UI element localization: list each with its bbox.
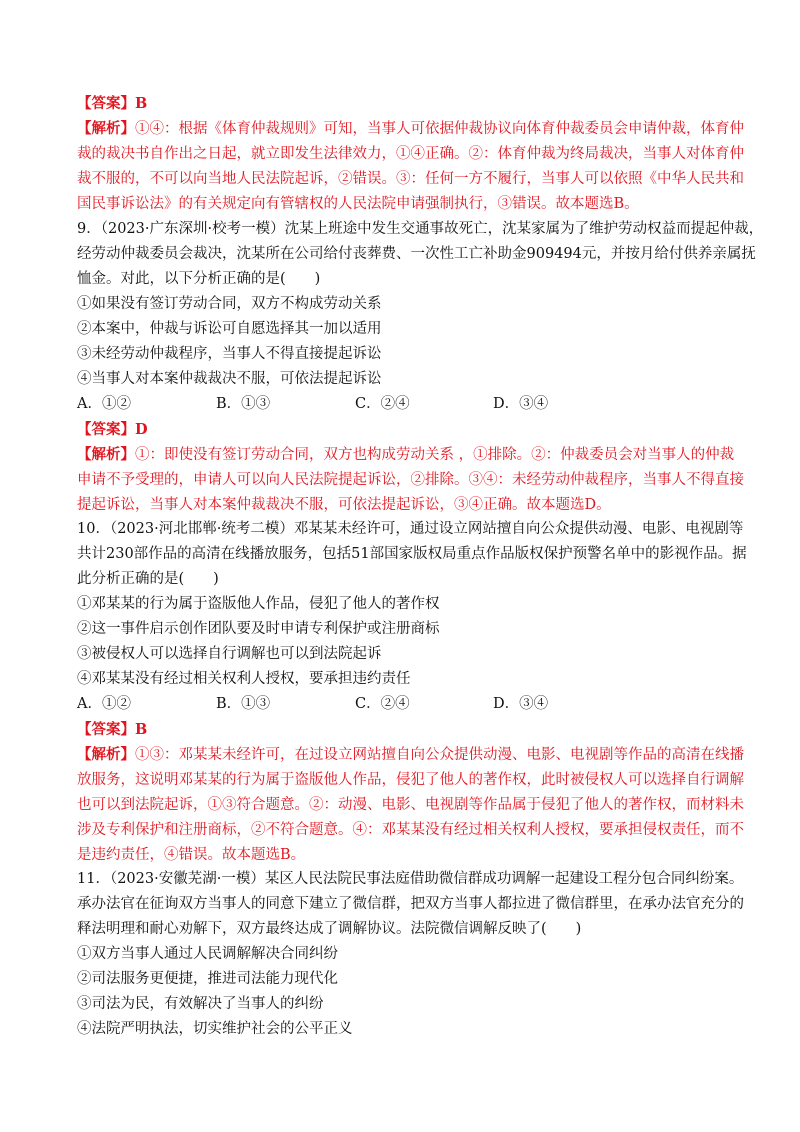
q8-analysis-line: 国民事诉讼法》的有关规定向有管辖权的人民法院申请强制执行，③错误。故本题选B。: [77, 196, 639, 212]
question-source: （2023·安徽芜湖·一模）: [109, 871, 265, 887]
q10-statement: ④邓某某没有经过相关权利人授权，要承担违约责任: [77, 671, 411, 687]
option-c[interactable]: C．②④: [355, 696, 410, 712]
option-a[interactable]: A．①②: [77, 396, 131, 412]
q11-stem-line: [77, 867, 744, 892]
question-number: 10．: [77, 521, 110, 537]
q9-analysis-line: [77, 442, 735, 468]
option-b[interactable]: B．①③: [216, 696, 271, 712]
q9-analysis-line: 申请不予受理的，申请人可以向人民法院提起诉讼，②排除。③④：未经劳动仲裁程序，当事人不得直接: [77, 472, 744, 488]
question-10: [77, 517, 747, 692]
q10-analysis-line: 放服务，这说明邓某某的行为属于盗版他人作品，侵犯了他人的著作权，此时被侵权人可以选择自行调解: [77, 772, 744, 788]
analysis-text: ①：即使没有签订劳动合同，双方也构成劳动关系 ，①排除。②：仲裁委员会对当事人的仲裁: [135, 447, 735, 463]
option-d[interactable]: D．③④: [493, 696, 549, 712]
q10-stem-line: 此分析正确的是( ): [77, 571, 219, 587]
q11-stem-line: 承办法官在征询双方当事人的同意下建立了微信群，把双方当事人都拉进了微信群里，在承办法官充分的: [77, 896, 744, 912]
q10-analysis-line: 也可以到法院起诉，①③符合题意。②：动漫、电影、电视剧等作品属于侵犯了他人的著作权，而材料未: [77, 797, 744, 813]
stem-text: 邓某某未经许可，通过设立网站擅自向公众提供动漫、电影、电视剧等: [293, 521, 744, 537]
question-number: 9．: [77, 221, 101, 237]
q8-analysis-line: 裁不服的，不可以向当地人民法院起诉，②错误。③：任何一方不履行，当事人可以依照《中华人民共和: [77, 171, 744, 187]
q11-statement: ②司法服务更便捷，推进司法能力现代化: [77, 971, 338, 987]
q8-analysis-line: 裁的裁决书自作出之日起，就立即发生法律效力，①④正确。②：体育仲裁为终局裁决，当事人对体育仲: [77, 146, 744, 162]
q9-statement: ④当事人对本案仲裁裁决不服，可依法提起诉讼: [77, 371, 382, 387]
q8-analysis-line: [77, 116, 744, 142]
analysis-text: ①③：邓某某未经许可，在过设立网站擅自向公众提供动漫、电影、电视剧等作品的高清在线播: [135, 747, 744, 763]
q10-analysis-line: [77, 742, 744, 768]
q11-stem-line: 释法明理和耐心劝解下，双方最终达成了调解协议。法院微信调解反映了( ): [77, 921, 582, 937]
question-source: （2023·河北邯郸·统考二模）: [109, 521, 294, 537]
option-c[interactable]: C．②④: [355, 396, 410, 412]
q9-options: [77, 392, 725, 417]
question-9: [77, 217, 764, 392]
q9-stem-line: 恤金。对此，以下分析正确的是( ): [77, 271, 321, 287]
answer-value: B: [135, 95, 148, 112]
question-source: （2023·广东深圳·校考一模）: [100, 221, 285, 237]
q9-answer-analysis: [77, 417, 744, 518]
analysis-label: 【解析】: [77, 446, 135, 463]
q10-analysis-line: 涉及专利保护和注册商标，②不符合题意。④：邓某某没有经过相关权利人授权，要承担侵权责任，而不: [77, 822, 744, 838]
q9-statement: ①如果没有签订劳动合同，双方不构成劳动关系: [77, 296, 382, 312]
q10-stem-line: [77, 517, 744, 542]
q10-analysis-line: 是违约责任，④错误。故本题选B。: [77, 847, 306, 863]
q10-statement: ②这一事件启示创作团队要及时申请专利保护或注册商标: [77, 621, 440, 637]
q10-options: [77, 692, 725, 717]
analysis-label: 【解析】: [77, 746, 135, 763]
q9-stem-line: [77, 217, 764, 242]
answer-value: B: [135, 721, 148, 738]
answer-label: 【答案】: [77, 421, 135, 438]
answer-label: 【答案】: [77, 721, 135, 738]
q11-statement: ④法院严明执法，切实维护社会的公平正义: [77, 1021, 353, 1037]
q11-statement: ③司法为民，有效解决了当事人的纠纷: [77, 996, 324, 1012]
option-d[interactable]: D．③④: [493, 396, 549, 412]
q8-answer-analysis: [77, 91, 744, 217]
analysis-text: ①④：根据《体育仲裁规则》可知，当事人可依据仲裁协议向体育仲裁委员会申请仲裁，体育仲: [135, 121, 744, 137]
q9-statement: ②本案中，仲裁与诉讼可自愿选择其一加以适用: [77, 321, 382, 337]
option-a[interactable]: A．①②: [77, 696, 131, 712]
question-11: [77, 867, 744, 1042]
option-b[interactable]: B．①③: [216, 396, 271, 412]
q10-stem-line: 共计230部作品的高清在线播放服务，包括51部国家版权局重点作品版权保护预警名单中的影视作品。据: [77, 546, 747, 562]
answer-label: 【答案】: [77, 95, 135, 112]
q9-answer: [77, 417, 725, 442]
analysis-label: 【解析】: [77, 120, 135, 137]
answer-value: D: [135, 421, 148, 438]
q11-statement: ①双方当事人通过人民调解解决合同纠纷: [77, 946, 338, 962]
q10-statement: ①邓某某的行为属于盗版他人作品，侵犯了他人的著作权: [77, 596, 440, 612]
stem-text: 沈某上班途中发生交通事故死亡，沈某家属为了维护劳动权益而提起仲裁，: [284, 221, 764, 237]
q9-statement: ③未经劳动仲裁程序，当事人不得直接提起诉讼: [77, 346, 382, 362]
question-number: 11．: [77, 871, 110, 887]
q9-analysis-line: 提起诉讼，当事人对本案仲裁裁决不服，可依法提起诉讼，③④正确。故本题选D。: [77, 497, 611, 513]
stem-text: 某区人民法院民事法庭借助微信群成功调解一起建设工程分包合同纠纷案。: [264, 871, 744, 887]
q10-answer: [77, 717, 725, 742]
q9-stem-line: 经劳动仲裁委员会裁决，沈某所在公司给付丧葬费、一次性工亡补助金909494元，并按月给付供养亲属抚: [77, 246, 756, 262]
q10-answer-analysis: [77, 717, 744, 868]
q8-answer: [77, 91, 725, 116]
q10-statement: ③被侵权人可以选择自行调解也可以到法院起诉: [77, 646, 382, 662]
